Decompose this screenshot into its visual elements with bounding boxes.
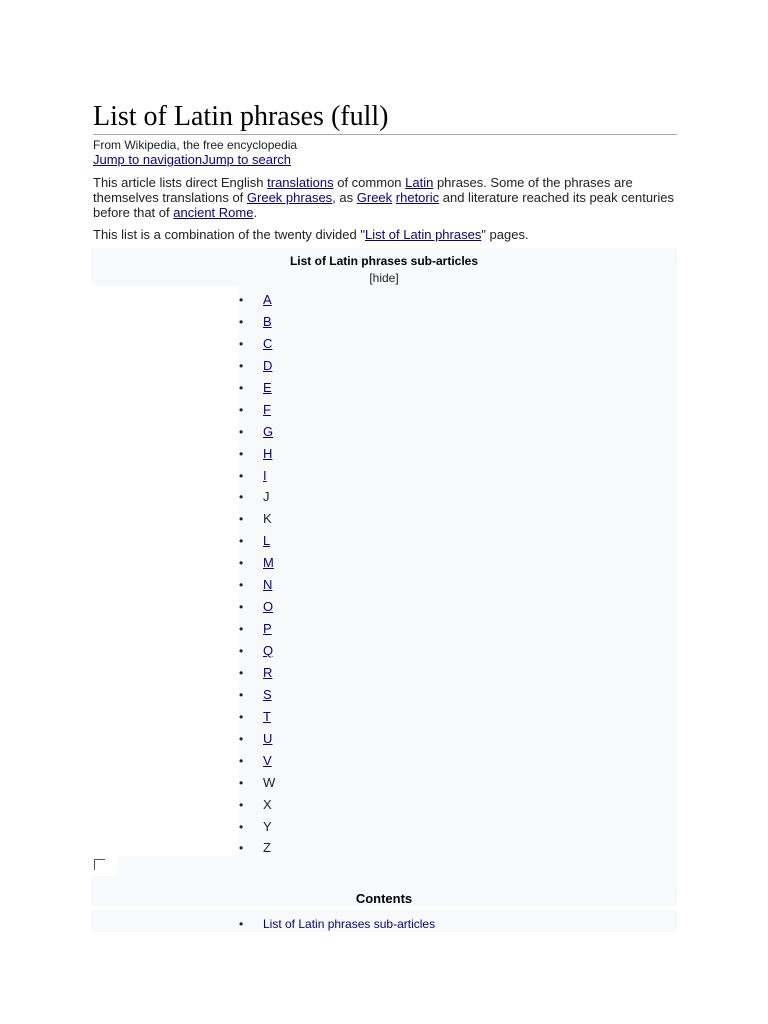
letter-list-item — [239, 399, 275, 421]
toc-item-link[interactable]: List of Latin phrases sub-articles — [263, 917, 436, 931]
intro-text: . — [253, 205, 258, 220]
intro-text: This article lists direct English — [93, 175, 268, 190]
letter-link-n[interactable]: N — [263, 577, 273, 593]
navbox — [91, 248, 677, 856]
latin-link[interactable]: Latin — [405, 175, 434, 190]
toc-list — [239, 913, 435, 935]
letter-link-g[interactable]: G — [263, 423, 274, 439]
jump-to-search-link[interactable]: Jump to search — [202, 152, 291, 167]
letter-link-l[interactable]: L — [263, 533, 271, 549]
letter-list-item — [239, 794, 275, 816]
navbox-group-cell — [91, 286, 239, 856]
intro-text: , as — [332, 190, 357, 205]
letter-link-c[interactable]: C — [263, 335, 273, 351]
intro-text: phrases. Some of the phrases are themselves translations of — [93, 175, 633, 205]
intro-paragraph-2 — [93, 227, 677, 242]
letter-list-item — [239, 311, 275, 333]
letter-list-item — [239, 772, 275, 794]
article-content — [93, 100, 677, 242]
letter-list — [239, 289, 275, 859]
letter-list-item — [239, 421, 275, 443]
letter-list-item — [239, 530, 275, 552]
letter-list-item — [239, 552, 275, 574]
jump-to-navigation-link[interactable]: Jump to navigation — [93, 152, 203, 167]
toc-toggle-checkbox-icon[interactable] — [94, 859, 105, 870]
letter-list-item — [239, 465, 275, 487]
toc-title: Contents — [355, 891, 413, 906]
letter-list-item — [239, 684, 275, 706]
letter-link-q[interactable]: Q — [263, 643, 274, 658]
letter-list-item — [239, 728, 275, 750]
toc-item — [239, 913, 435, 935]
navbox-hide-toggle[interactable]: [hide] — [369, 271, 399, 285]
letter-list-item — [239, 706, 275, 728]
jump-links — [93, 152, 677, 167]
letter-link-d[interactable]: D — [263, 357, 273, 373]
letter-link-o[interactable]: O — [263, 599, 274, 615]
site-tagline: From Wikipedia, the free encyclopedia — [93, 138, 298, 152]
letter-list-item — [239, 443, 275, 465]
intro-text: This list is a combination of the twenty divided " — [93, 227, 365, 242]
greek-phrases-link[interactable]: Greek phrases — [246, 190, 333, 205]
letter-link-f[interactable]: F — [263, 401, 271, 417]
letter-link-a[interactable]: A — [263, 292, 272, 307]
letter-list-item — [239, 816, 275, 838]
navbox-title: List of Latin phrases sub-articles — [289, 254, 479, 268]
intro-text: and literature reached its peak centuries before that of — [93, 190, 674, 220]
letter-list-item — [239, 662, 275, 684]
letter-link-b[interactable]: B — [263, 313, 272, 329]
letter-label-z: Z — [263, 840, 271, 856]
letter-link-p[interactable]: P — [263, 621, 272, 637]
letter-link-r[interactable]: R — [263, 664, 273, 680]
letter-link-s[interactable]: S — [263, 686, 272, 702]
letter-list-item — [239, 289, 275, 311]
letter-label-y: Y — [263, 818, 272, 834]
letter-label-w: W — [263, 774, 276, 790]
letter-link-i[interactable]: I — [263, 467, 267, 483]
letter-list-item — [239, 750, 275, 772]
page-title: List of Latin phrases (full) — [93, 100, 677, 135]
letter-list-item — [239, 333, 275, 355]
letter-link-h[interactable]: H — [263, 445, 273, 461]
letter-link-v[interactable]: V — [263, 752, 272, 768]
letter-link-u[interactable]: U — [263, 730, 273, 746]
letter-list-item — [239, 618, 275, 640]
letter-list-item — [239, 574, 275, 596]
letter-label-x: X — [263, 796, 272, 812]
letter-link-e[interactable]: E — [263, 379, 272, 395]
intro-text: " pages. — [481, 227, 529, 242]
translations-link[interactable]: translations — [267, 175, 334, 190]
letter-list-item — [239, 486, 275, 508]
letter-label-k: K — [263, 511, 272, 527]
letter-list-item — [239, 640, 275, 662]
list-of-latin-phrases-link[interactable]: List of Latin phrases — [364, 227, 482, 242]
navbox-header — [91, 248, 677, 286]
intro-text: of common — [333, 175, 406, 190]
letter-list-item — [239, 596, 275, 618]
letter-list-item — [239, 377, 275, 399]
letter-link-m[interactable]: M — [263, 555, 274, 571]
letter-link-t[interactable]: T — [263, 708, 271, 724]
greek-link[interactable]: Greek — [356, 190, 393, 205]
ancient-rome-link[interactable]: ancient Rome — [173, 205, 254, 220]
letter-label-j: J — [263, 489, 270, 505]
letter-list-item — [239, 355, 275, 377]
letter-list-item — [239, 508, 275, 530]
intro-paragraph — [93, 175, 677, 220]
rhetoric-link[interactable]: rhetoric — [395, 190, 440, 205]
